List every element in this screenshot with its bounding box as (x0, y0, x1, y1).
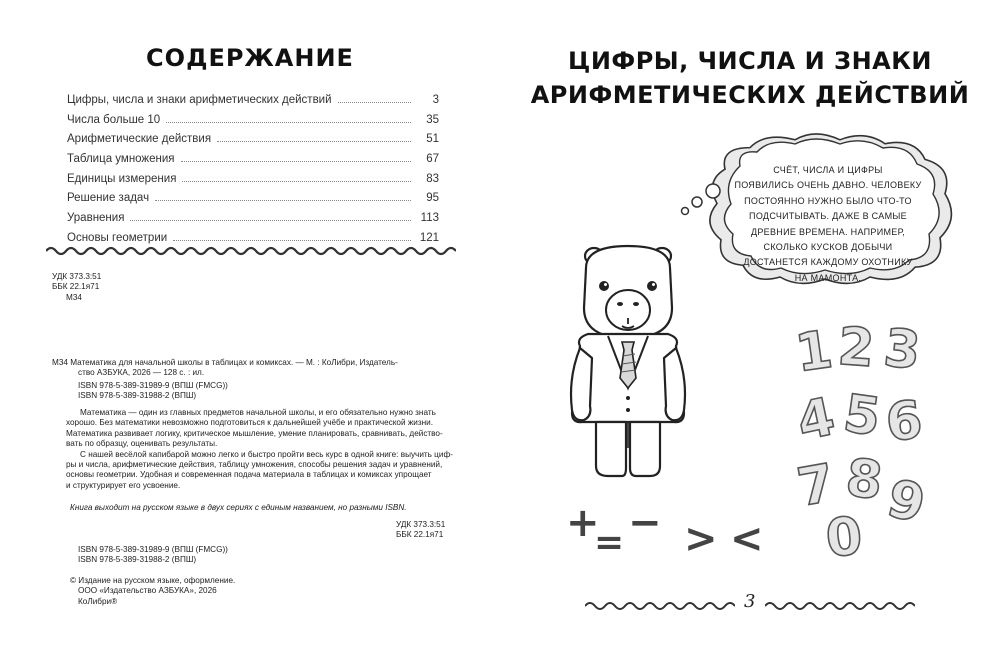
wavy-divider (46, 245, 456, 257)
toc-item[interactable]: Таблица умножения 67 (67, 153, 439, 166)
digit-3: 3 (880, 318, 924, 382)
toc-item[interactable]: Цифры, числа и знаки арифметических действий 3 (67, 94, 439, 106)
less-sign: < (730, 516, 764, 562)
digit-9: 9 (881, 468, 931, 536)
wavy-divider-left (585, 600, 735, 612)
annotation: Математика — один из главных предметов начальной школы, и его обязательно нужно знать хорошо. Без математики невозможно подготовиться к дальнейшей учёбе и практической жизни. Математика развивает логику, критическое мышление, умение планировать, сравнивать, действо- вать по образцу, оценивать результаты. С нашей весёлой капибарой можно легко и быстро пройти весь курс в одной книге: выучить циф- ры и числа, арифметические действия, таблицу умножения, способы решения задач и уравнений, основы геометрии. Удобная и современная подача материала в таблицах и комиксах упрощает и структурирует его усвоение. (66, 408, 453, 490)
digit-5: 5 (840, 383, 885, 449)
wavy-divider-right (765, 600, 915, 612)
table-of-contents (67, 94, 439, 252)
toc-item[interactable]: Уравнения 113 (67, 212, 439, 225)
plus-sign: + (566, 500, 600, 546)
bibliographic-record: М34 Математика для начальной школы в таблицах и комиксах. — М. : КоЛибри, Издатель- ство АЗБУКА, 2026 — 128 с. : ил. (52, 358, 398, 378)
toc-item[interactable]: Решение задач 95 (67, 192, 439, 205)
toc-item[interactable]: Числа больше 10 35 (67, 113, 439, 126)
minus-sign: − (628, 500, 662, 546)
series-note: Книга выходит на русском языке в двух сериях с единым названием, но разными ISBN. (70, 503, 407, 512)
page-number: 3 (744, 591, 756, 612)
toc-title: СОДЕРЖАНИЕ (146, 44, 354, 72)
isbn-block: ISBN 978-5-389-31989-9 (ВПШ (FMCG)) ISBN 978-5-389-31988-2 (ВПШ) (78, 381, 228, 401)
capybara-in-suit-icon (566, 238, 696, 488)
isbn-block-2: ISBN 978-5-389-31989-9 (ВПШ (FMCG)) ISBN 978-5-389-31988-2 (ВПШ) (78, 545, 228, 565)
digit-0: 0 (822, 506, 866, 570)
udk-block: УДК 373.3:51 ББК 22.1я71 М34 (52, 272, 102, 302)
digit-4: 4 (792, 386, 841, 454)
digit-7: 7 (793, 453, 840, 519)
greater-sign: > (684, 516, 718, 562)
chapter-title: ЦИФРЫ, ЧИСЛА И ЗНАКИ АРИФМЕТИЧЕСКИХ ДЕЙСТВИЙ (530, 47, 970, 109)
equals-sign: = (594, 522, 625, 563)
copyright-block: © Издание на русском языке, оформление. ООО «Издательство АЗБУКА», 2026 КоЛибри® (70, 576, 236, 606)
digit-6: 6 (882, 390, 926, 454)
digit-2: 2 (835, 316, 877, 380)
toc-item[interactable]: Основы геометрии 121 (67, 231, 439, 244)
bubble-text: СЧЁТ, ЧИСЛА И ЦИФРЫ ПОЯВИЛИСЬ ОЧЕНЬ ДАВНО. ЧЕЛОВЕКУ ПОСТОЯННО НУЖНО БЫЛО ЧТО-ТО ПОДСЧИТЫВАТЬ. ДАЖЕ В САМЫЕ ДРЕВНИЕ ВРЕМЕНА. НАПРИМЕР, СКОЛЬКО КУСКОВ ДОБЫЧИ ДОСТАНЕТСЯ КАЖДОМУ ОХОТНИКУ НА МАМОНТА. (734, 165, 922, 283)
toc-item[interactable]: Арифметические действия 51 (67, 133, 439, 146)
digit-8: 8 (842, 448, 886, 512)
udk-block-2: УДК 373.3:51 ББК 22.1я71 (396, 520, 446, 540)
toc-item[interactable]: Единицы измерения 83 (67, 172, 439, 185)
digit-1: 1 (792, 319, 837, 385)
